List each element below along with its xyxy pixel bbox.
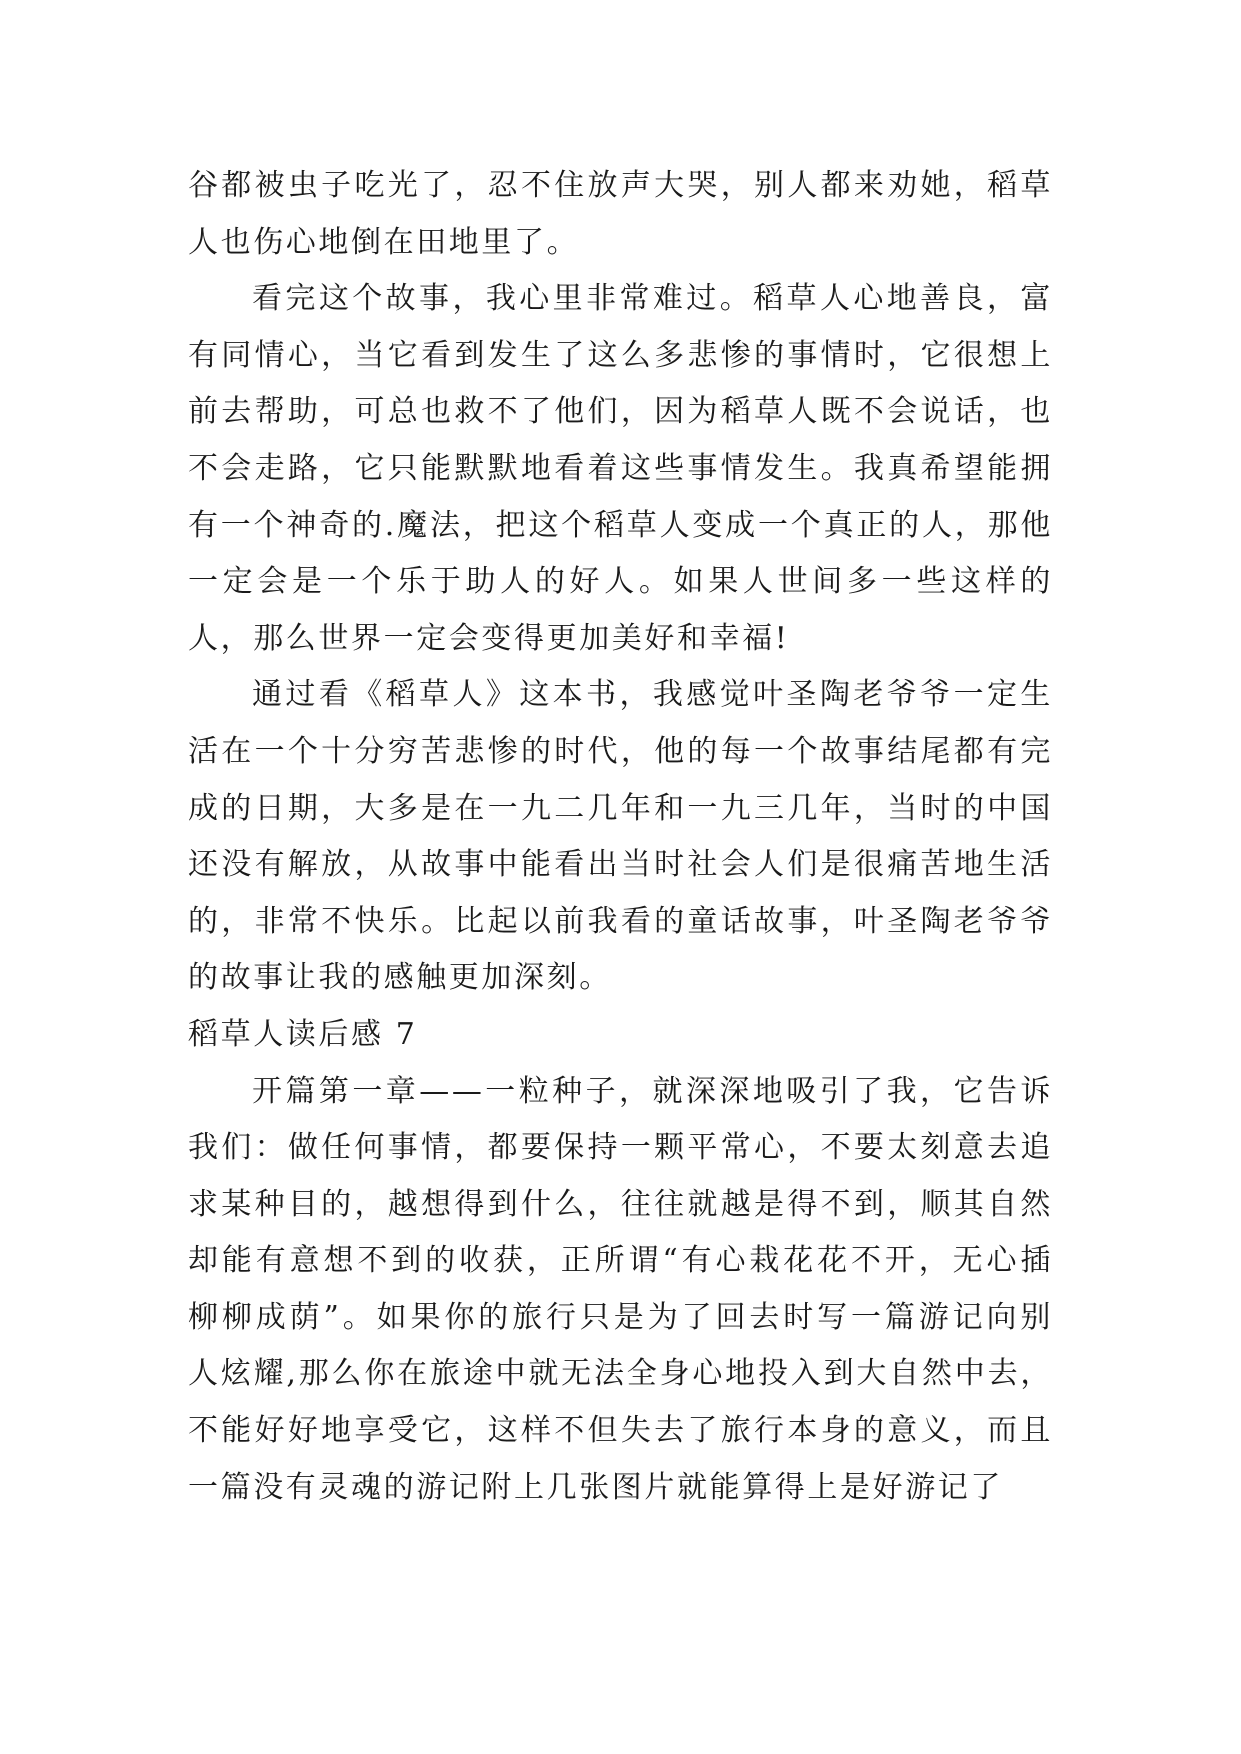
paragraph-first-chapter: 开篇第一章——一粒种子，就深深地吸引了我，它告诉我们：做任何事情，都要保持一颗平常心，不要太刻意去追求某种目的，越想得到什么，往往就越是得不到，顺其自然却能有意想不到的收获，正所谓“有心栽花花不开，无心插柳柳成荫”。如果你的旅行只是为了回去时写一篇游记向别人炫耀,那么你在旅途中就无法全身心地投入到大自然中去，不能好好地享受它，这样不但失去了旅行本身的意义，而且一篇没有灵魂的游记附上几张图片就能算得上是好游记了 [188,1073,1053,1505]
section-title: 稻草人读后感 7 [188,1016,418,1052]
paragraph-author-era: 通过看《稻草人》这本书，我感觉叶圣陶老爷爷一定生活在一个十分穷苦悲惨的时代，他的每一个故事结尾都有完成的日期，大多是在一九二几年和一九三几年，当时的中国还没有解放，从故事中能看出当时社会人们是很痛苦地生活的，非常不快乐。比起以前我看的童话故事，叶圣陶老爷爷的故事让我的感触更加深刻。 [188,677,1053,996]
paragraph-reflection: 看完这个故事，我心里非常难过。稻草人心地善良，富有同情心，当它看到发生了这么多悲惨的事情时，它很想上前去帮助，可总也救不了他们，因为稻草人既不会说话，也不会走路，它只能默默地看着这些事情发生。我真希望能拥有一个神奇的.魔法，把这个稻草人变成一个真正的人，那他一定会是一个乐于助人的好人。如果人世间多一些这样的人，那么世界一定会变得更加美好和幸福! [188,281,1053,656]
paragraph-continuation: 谷都被虫子吃光了，忍不住放声大哭，别人都来劝她，稻草人也伤心地倒在田地里了。 [188,168,1053,260]
document-body [188,158,1053,1516]
